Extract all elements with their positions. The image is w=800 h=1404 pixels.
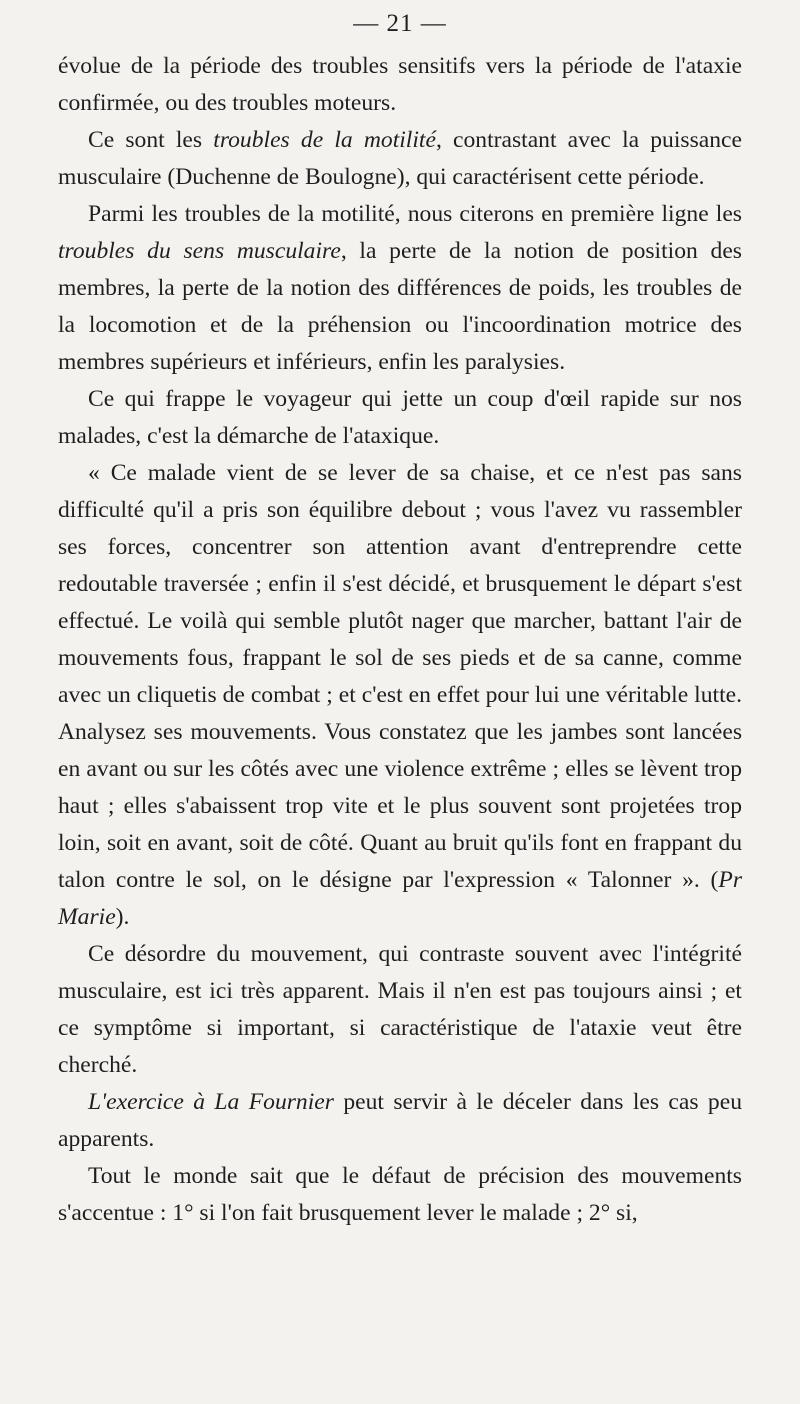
text-run: Parmi les troubles de la motilité, nous citerons en première ligne les [88, 201, 742, 227]
italic-term: L'exercice à La Fournier [88, 1089, 334, 1115]
italic-term: troubles du sens musculaire [58, 238, 341, 264]
page-number: — 21 — [353, 10, 447, 37]
text-run: , contrastant avec la puissance musculaire (Duchenne de Boulogne), qui caractérisent cette période. [58, 127, 742, 190]
text-run: Ce qui frappe le voyageur qui jette un coup d'œil rapide sur nos malades, c'est la démarche de l'ataxique. [58, 386, 742, 449]
text-run: évolue de la période des troubles sensitifs vers la période de l'ataxie confirmée, ou des troubles moteurs. [58, 53, 742, 116]
paragraph [58, 196, 742, 381]
text-run: peut servir à le déceler dans les cas peu apparents. [58, 1089, 743, 1152]
quotation-paragraph [58, 455, 742, 936]
citation-author: Pr Marie [58, 867, 742, 930]
text-run: , la perte de la notion de position des membres, la perte de la notion des différences de poids, les troubles de la locomotion et de la préhension ou l'incoordination motrice des membres supérieurs et inférieurs, enfin les paralysies. [58, 238, 742, 375]
text-run: « Ce malade vient de se lever de sa chaise, et ce n'est pas sans difficulté qu'il a pris son équilibre debout ; vous l'avez vu rassembler ses forces, concentrer son attention avant d'entreprendre cette redoutable traversée ; enfin il s'est décidé, et brusquement le départ s'est effectué. Le voilà qui semble plutôt nager que marcher, battant l'air de mouvements fous, frappant le sol de ses pieds et de sa canne, comme avec un cliquetis de combat ; et c'est en effet pour lui une véritable lutte. Analysez ses mouvements. Vous constatez que les jambes sont lancées en avant ou sur les côtés avec une violence extrême ; elles se lèvent trop haut ; elles s'abaissent trop vite et le plus souvent sont projetées trop loin, soit en avant, soit de côté. Quant au bruit qu'ils font en frappant du talon contre le sol, on le désigne par l'expression « Talonner ». ( [58, 460, 742, 893]
paragraph [58, 1158, 742, 1232]
paragraph [58, 48, 742, 122]
text-run: ). [115, 904, 130, 930]
paragraph [58, 936, 742, 1084]
italic-term: troubles de la motilité [213, 127, 436, 153]
text-run: Ce désordre du mouvement, qui contraste souvent avec l'intégrité musculaire, est ici très apparent. Mais il n'en est pas toujours ainsi ; et ce symptôme si important, si caractéristique de l'ataxie veut être cherché. [58, 941, 742, 1078]
paragraph [58, 122, 742, 196]
body-text [58, 48, 742, 1232]
text-run: Tout le monde sait que le défaut de précision des mouvements s'accentue : 1° si l'on fait brusquement lever le malade ; 2° si, [58, 1163, 742, 1226]
paragraph [58, 1084, 742, 1158]
text-run: Ce sont les [88, 127, 214, 153]
paragraph [58, 381, 742, 455]
